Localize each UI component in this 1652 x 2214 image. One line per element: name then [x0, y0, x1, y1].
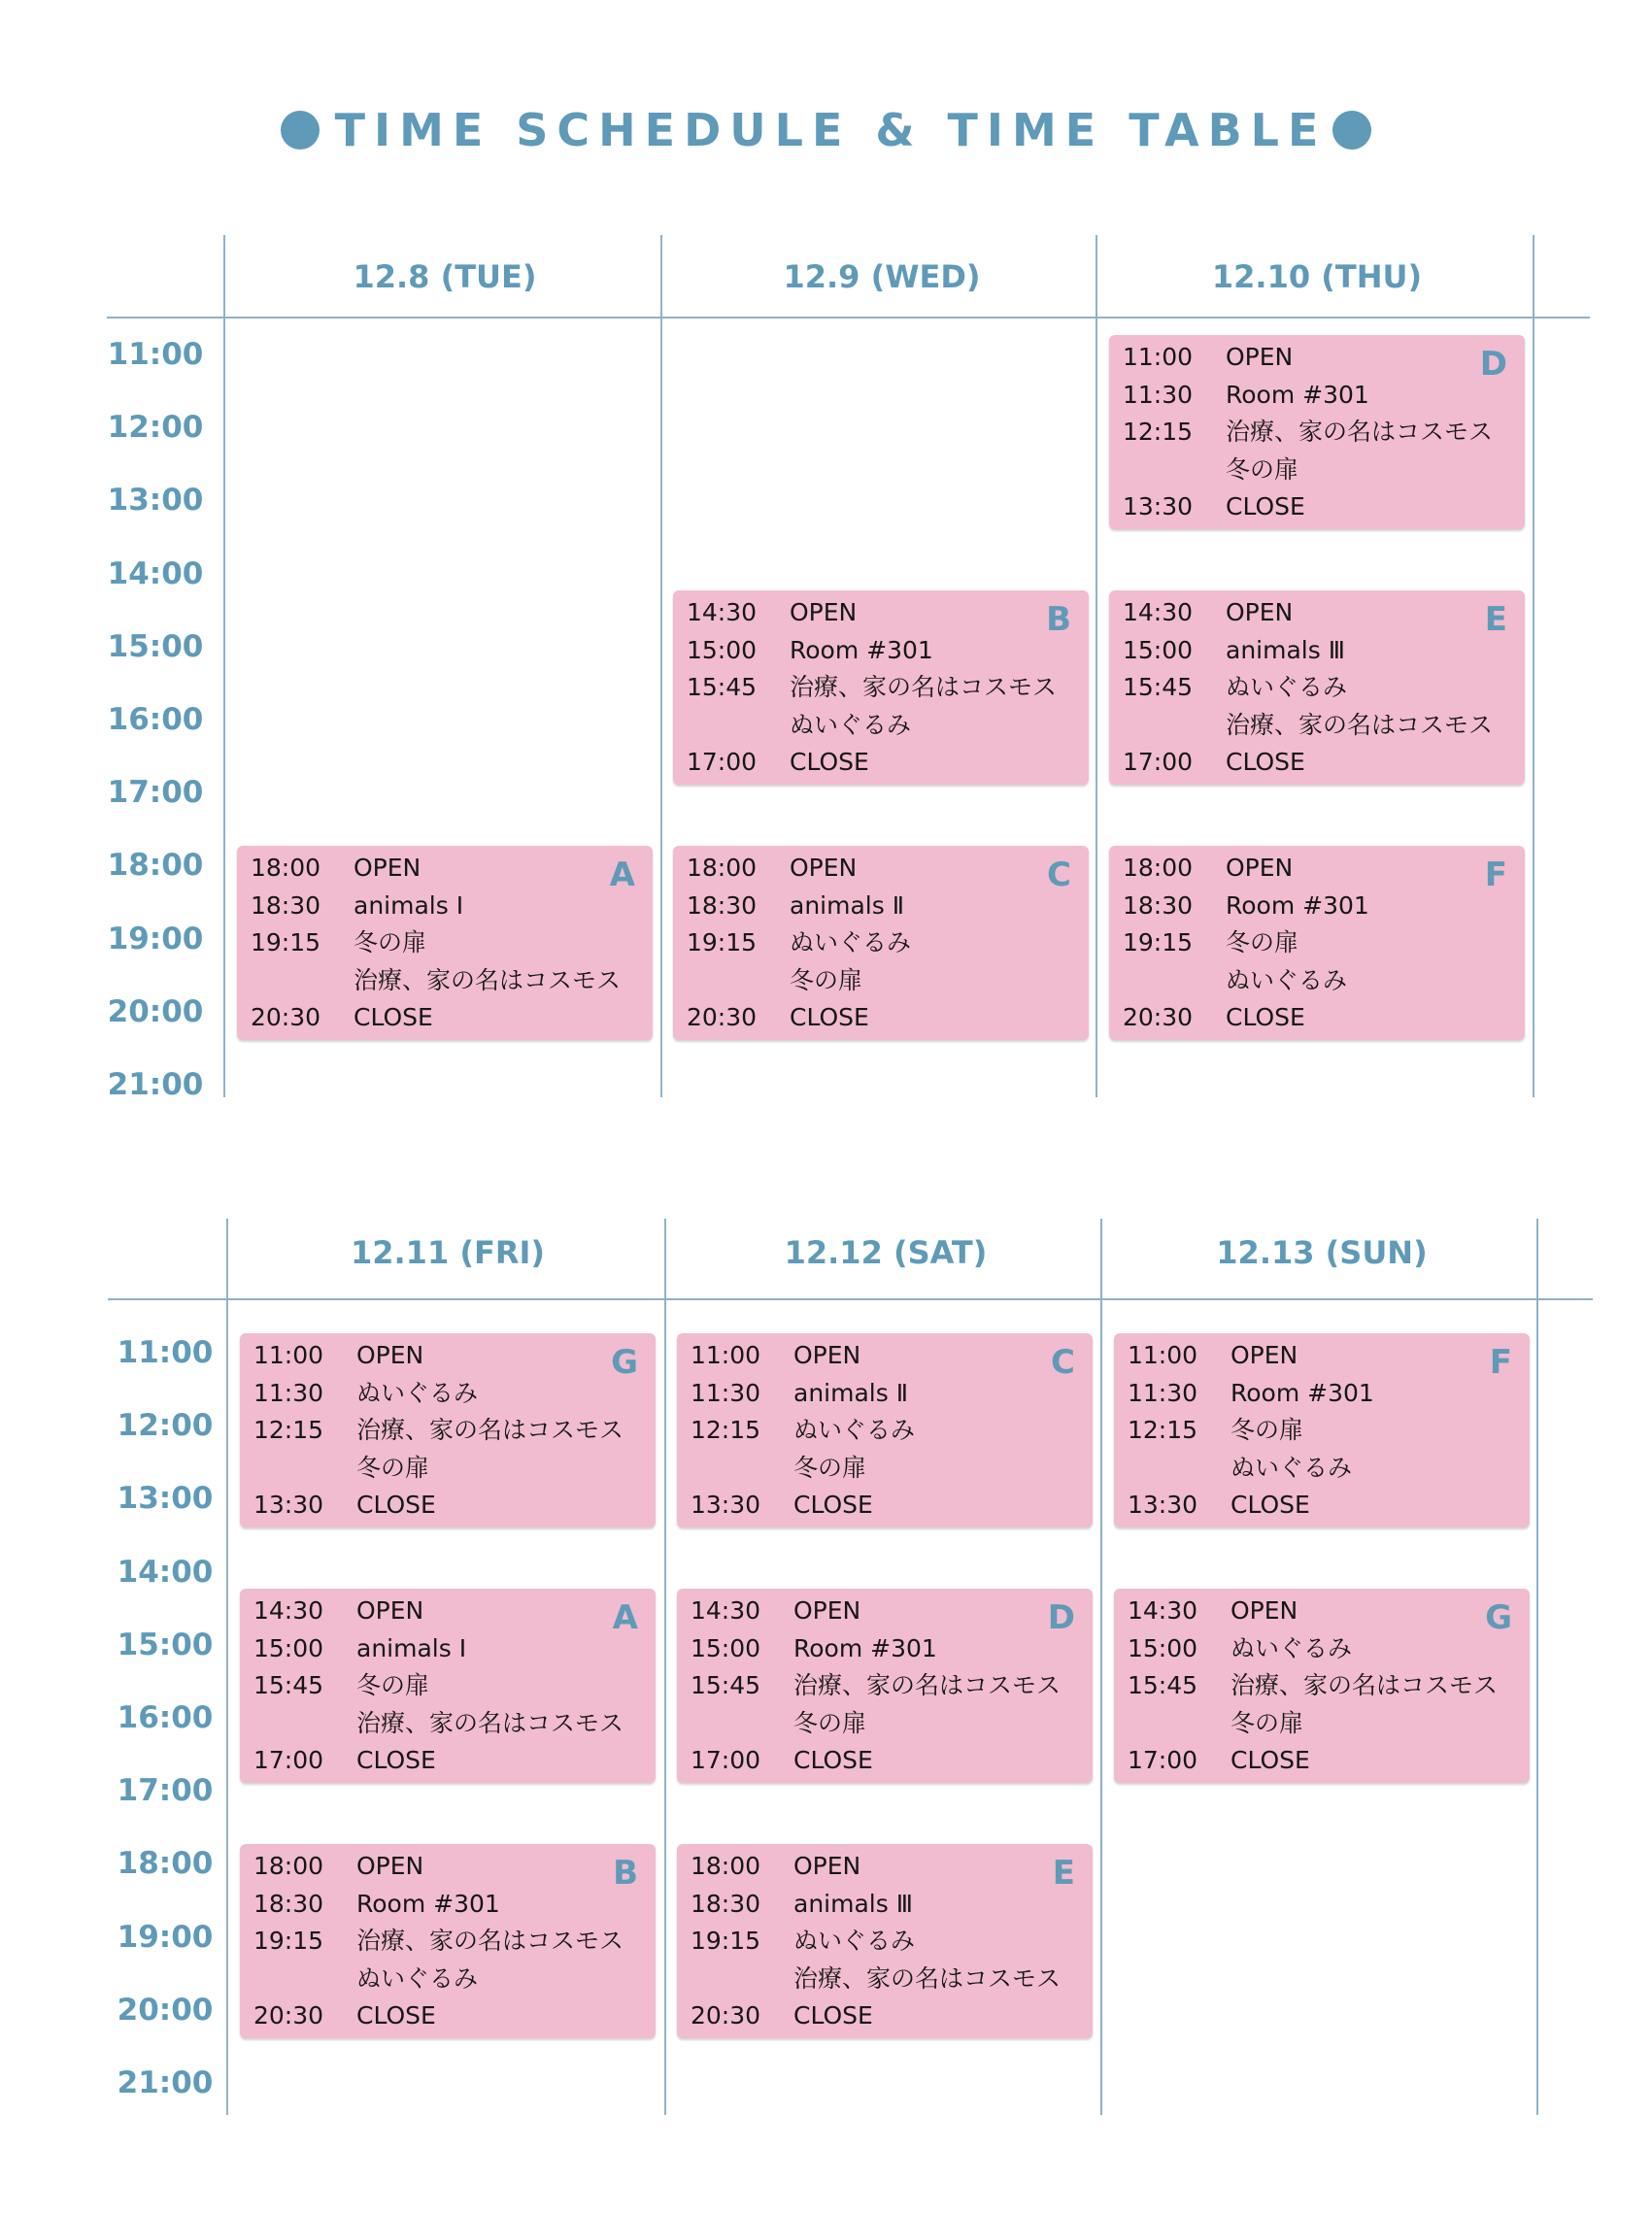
hour-label: 16:00 — [117, 1700, 214, 1735]
session-label: animals Ⅲ — [1226, 635, 1345, 664]
session-row — [673, 850, 1089, 888]
session-label: OPEN — [793, 1852, 861, 1881]
session-time: 20:30 — [691, 2001, 761, 2030]
session-time: 18:30 — [1123, 890, 1194, 920]
session-row — [1109, 594, 1525, 632]
hour-label: 17:00 — [117, 1773, 214, 1809]
session-row — [673, 888, 1089, 925]
session-time: 12:15 — [253, 1416, 324, 1444]
session-letter: G — [1485, 1598, 1512, 1638]
session-row — [677, 1886, 1093, 1924]
session-row — [673, 707, 1089, 745]
session-row — [677, 1997, 1093, 2035]
session-time: 11:00 — [253, 1341, 324, 1369]
session-row — [240, 1997, 656, 2035]
session-letter: B — [613, 1854, 638, 1894]
session-row — [1109, 744, 1525, 782]
session-label: 冬の扉 — [356, 1453, 430, 1482]
column-divider — [664, 1219, 666, 2115]
hour-label: 16:00 — [107, 702, 204, 737]
header-divider — [108, 1298, 1593, 1300]
session-label: CLOSE — [793, 1746, 873, 1775]
session-label: animals Ⅰ — [354, 890, 464, 920]
day-header: 12.8 (TUE) — [353, 258, 537, 295]
session-time: 18:30 — [691, 1889, 761, 1918]
session-row — [240, 1705, 656, 1743]
session-row — [1114, 1742, 1530, 1780]
session-letter: C — [1051, 1343, 1075, 1382]
session-row — [240, 1412, 656, 1450]
session-card[interactable] — [677, 1589, 1093, 1783]
session-row — [240, 1667, 656, 1705]
session-label: CLOSE — [354, 1003, 433, 1032]
session-time: 12:15 — [1128, 1416, 1198, 1444]
page-title — [0, 101, 1652, 159]
session-time: 11:30 — [1123, 380, 1194, 409]
session-row — [1114, 1487, 1530, 1525]
session-row — [240, 1886, 656, 1924]
title-dot-right-icon — [1332, 111, 1371, 150]
session-time: 13:30 — [691, 1491, 761, 1519]
session-row — [1114, 1337, 1530, 1375]
hour-label: 19:00 — [117, 1919, 214, 1955]
session-row — [677, 1375, 1093, 1413]
session-time: 19:15 — [251, 928, 321, 957]
session-card[interactable] — [1109, 335, 1525, 529]
session-label: OPEN — [793, 1596, 861, 1626]
hour-label: 12:00 — [117, 1408, 214, 1444]
hour-label: 20:00 — [117, 1992, 214, 2028]
session-time: 15:45 — [253, 1671, 324, 1700]
session-label: CLOSE — [793, 1491, 873, 1519]
session-label: 冬の扉 — [1226, 454, 1299, 484]
session-label: Room #301 — [1226, 890, 1369, 920]
session-letter: C — [1047, 855, 1071, 895]
column-divider — [1096, 235, 1097, 1097]
session-time: 11:00 — [1128, 1341, 1198, 1369]
session-row — [240, 1630, 656, 1668]
session-label: OPEN — [356, 1341, 424, 1369]
session-row — [240, 1923, 656, 1961]
session-label: CLOSE — [1226, 492, 1305, 520]
session-time: 15:45 — [1128, 1671, 1198, 1700]
session-row — [673, 999, 1089, 1037]
session-time: 19:15 — [687, 928, 758, 957]
session-time: 15:00 — [1128, 1633, 1198, 1662]
column-divider — [660, 235, 662, 1097]
session-label: ぬいぐるみ — [1231, 1453, 1353, 1482]
session-label: 治療、家の名はコスモス — [1226, 710, 1494, 739]
session-label: 治療、家の名はコスモス — [1226, 418, 1494, 446]
session-time: 17:00 — [1128, 1746, 1198, 1775]
column-divider — [226, 1219, 228, 2115]
session-label: OPEN — [1231, 1596, 1298, 1626]
session-row — [1109, 414, 1525, 452]
session-label: 治療、家の名はコスモス — [356, 1708, 624, 1737]
session-time: 19:15 — [1123, 928, 1194, 957]
session-row — [677, 1450, 1093, 1488]
session-row — [673, 669, 1089, 707]
session-time: 18:00 — [1123, 854, 1194, 883]
session-time: 18:30 — [687, 890, 758, 920]
hour-label: 11:00 — [117, 1335, 214, 1370]
session-time: 14:30 — [687, 598, 758, 627]
session-row — [677, 1593, 1093, 1630]
session-time: 13:30 — [253, 1491, 324, 1519]
session-label: ぬいぐるみ — [1226, 965, 1348, 994]
hour-label: 21:00 — [107, 1067, 204, 1102]
session-card[interactable] — [1114, 1589, 1530, 1783]
session-time: 15:00 — [691, 1633, 761, 1662]
session-time: 13:30 — [1123, 492, 1194, 520]
session-label: CLOSE — [356, 1746, 436, 1775]
session-time: 20:30 — [253, 2001, 324, 2030]
session-time: 15:45 — [1123, 673, 1194, 702]
session-row — [1114, 1450, 1530, 1488]
session-label: CLOSE — [1226, 748, 1305, 777]
session-label: 冬の扉 — [1231, 1708, 1304, 1737]
session-row — [1109, 999, 1525, 1037]
day-header: 12.11 (FRI) — [350, 1234, 545, 1271]
column-divider — [223, 235, 225, 1097]
session-letter: E — [1052, 1854, 1075, 1894]
day-header: 12.10 (THU) — [1211, 258, 1423, 295]
session-time: 17:00 — [687, 748, 758, 777]
session-row — [237, 888, 653, 925]
session-label: ぬいぐるみ — [790, 928, 912, 957]
session-time: 15:00 — [253, 1633, 324, 1662]
session-label: 冬の扉 — [790, 965, 863, 994]
session-label: animals Ⅰ — [356, 1633, 467, 1662]
session-card[interactable] — [240, 1844, 656, 2038]
session-time: 18:00 — [687, 854, 758, 883]
hour-label: 11:00 — [107, 337, 204, 372]
session-row — [1114, 1667, 1530, 1705]
session-label: animals Ⅲ — [793, 1889, 913, 1918]
session-row — [1114, 1412, 1530, 1450]
hour-label: 15:00 — [107, 628, 204, 664]
session-letter: D — [1047, 1598, 1075, 1638]
session-row — [677, 1705, 1093, 1743]
session-row — [1114, 1630, 1530, 1668]
session-label: 冬の扉 — [1231, 1416, 1304, 1444]
session-row — [1114, 1375, 1530, 1413]
session-label: CLOSE — [1231, 1746, 1310, 1775]
column-divider — [1536, 1219, 1538, 2115]
session-label: OPEN — [790, 598, 858, 627]
session-letter: A — [609, 855, 635, 895]
hour-label: 19:00 — [107, 921, 204, 956]
hour-label: 13:00 — [107, 483, 204, 519]
session-card[interactable] — [240, 1589, 656, 1783]
title-text: TIME SCHEDULE & TIME TABLE — [334, 104, 1328, 156]
session-row — [673, 744, 1089, 782]
session-letter: F — [1484, 855, 1507, 895]
session-label: CLOSE — [1231, 1491, 1310, 1519]
session-label: Room #301 — [1231, 1378, 1374, 1407]
session-label: 治療、家の名はコスモス — [793, 1963, 1062, 1993]
session-row — [1109, 488, 1525, 526]
session-time: 11:30 — [691, 1378, 761, 1407]
session-row — [1109, 339, 1525, 377]
hour-label: 18:00 — [107, 848, 204, 884]
session-label: OPEN — [354, 854, 421, 883]
session-label: 治療、家の名はコスモス — [356, 1416, 624, 1444]
session-label: Room #301 — [793, 1633, 937, 1662]
session-letter: G — [611, 1343, 638, 1382]
session-row — [677, 1667, 1093, 1705]
session-time: 12:15 — [1123, 418, 1194, 446]
session-row — [1109, 924, 1525, 962]
day-header: 12.12 (SAT) — [784, 1234, 988, 1271]
session-label: 治療、家の名はコスモス — [356, 1927, 624, 1956]
session-time: 17:00 — [691, 1746, 761, 1775]
session-row — [240, 1487, 656, 1525]
session-row — [237, 999, 653, 1037]
session-label: OPEN — [356, 1852, 424, 1881]
session-row — [677, 1923, 1093, 1961]
session-label: Room #301 — [790, 635, 933, 664]
session-time: 14:30 — [1123, 598, 1194, 627]
session-time: 15:45 — [691, 1671, 761, 1700]
session-row — [237, 924, 653, 962]
session-label: 冬の扉 — [1226, 928, 1299, 957]
session-letter: F — [1489, 1343, 1512, 1382]
session-time: 12:15 — [691, 1416, 761, 1444]
session-time: 15:00 — [1123, 635, 1194, 664]
session-row — [237, 850, 653, 888]
session-label: CLOSE — [790, 1003, 869, 1032]
session-row — [677, 1848, 1093, 1886]
session-time: 14:30 — [1128, 1596, 1198, 1626]
session-label: 治療、家の名はコスモス — [790, 673, 1058, 702]
session-card[interactable] — [1109, 590, 1525, 785]
session-label: OPEN — [1231, 1341, 1298, 1369]
session-label: ぬいぐるみ — [1231, 1633, 1353, 1662]
session-time: 18:00 — [251, 854, 321, 883]
session-letter: E — [1484, 600, 1507, 640]
hour-label: 21:00 — [117, 2065, 214, 2100]
session-label: CLOSE — [790, 748, 869, 777]
session-row — [240, 1742, 656, 1780]
session-card[interactable] — [1109, 846, 1525, 1040]
session-time: 11:30 — [253, 1378, 324, 1407]
session-row — [237, 962, 653, 1000]
session-row — [240, 1848, 656, 1886]
session-label: 治療、家の名はコスモス — [1231, 1671, 1499, 1700]
hour-label: 18:00 — [117, 1846, 214, 1882]
session-time: 14:30 — [691, 1596, 761, 1626]
session-label: OPEN — [356, 1596, 424, 1626]
session-time: 11:00 — [691, 1341, 761, 1369]
session-label: ぬいぐるみ — [790, 710, 912, 739]
hour-label: 15:00 — [117, 1627, 214, 1662]
session-label: ぬいぐるみ — [356, 1378, 479, 1407]
session-label: 治療、家の名はコスモス — [354, 965, 622, 994]
session-label: OPEN — [793, 1341, 861, 1369]
session-row — [240, 1593, 656, 1630]
hour-label: 14:00 — [107, 555, 204, 591]
session-label: CLOSE — [356, 1491, 436, 1519]
session-row — [1109, 850, 1525, 888]
session-time: 17:00 — [1123, 748, 1194, 777]
session-row — [1109, 669, 1525, 707]
session-row — [677, 1487, 1093, 1525]
session-row — [240, 1337, 656, 1375]
session-row — [1109, 888, 1525, 925]
session-letter: D — [1479, 345, 1507, 384]
session-row — [673, 632, 1089, 670]
session-card[interactable] — [677, 1333, 1093, 1527]
session-row — [677, 1337, 1093, 1375]
session-label: ぬいぐるみ — [356, 1963, 479, 1993]
session-card[interactable] — [673, 846, 1089, 1040]
session-row — [673, 924, 1089, 962]
session-label: animals Ⅱ — [793, 1378, 909, 1407]
session-label: Room #301 — [356, 1889, 500, 1918]
session-time: 20:30 — [1123, 1003, 1194, 1032]
session-row — [1109, 377, 1525, 415]
hour-label: 20:00 — [107, 993, 204, 1029]
session-time: 19:15 — [253, 1927, 324, 1956]
session-card[interactable] — [677, 1844, 1093, 2038]
session-row — [1114, 1705, 1530, 1743]
session-letter: B — [1046, 600, 1071, 640]
session-card[interactable] — [1114, 1333, 1530, 1527]
session-time: 11:30 — [1128, 1378, 1198, 1407]
session-label: 冬の扉 — [793, 1708, 867, 1737]
session-label: 冬の扉 — [356, 1671, 430, 1700]
session-label: CLOSE — [1226, 1003, 1305, 1032]
session-time: 15:45 — [687, 673, 758, 702]
session-label: ぬいぐるみ — [793, 1927, 916, 1956]
session-label: ぬいぐるみ — [1226, 673, 1348, 702]
session-time: 11:00 — [1123, 343, 1194, 371]
hour-label: 17:00 — [107, 775, 204, 811]
column-divider — [1533, 235, 1534, 1097]
session-label: Room #301 — [1226, 380, 1369, 409]
session-row — [1114, 1593, 1530, 1630]
session-row — [677, 1742, 1093, 1780]
session-row — [240, 1961, 656, 1998]
day-header: 12.13 (SUN) — [1216, 1234, 1428, 1271]
session-time: 18:30 — [251, 890, 321, 920]
session-card[interactable] — [673, 590, 1089, 785]
session-letter: A — [612, 1598, 638, 1638]
session-time: 20:30 — [687, 1003, 758, 1032]
column-divider — [1100, 1219, 1102, 2115]
session-row — [677, 1961, 1093, 1998]
session-label: animals Ⅱ — [790, 890, 905, 920]
session-label: 治療、家の名はコスモス — [793, 1671, 1062, 1700]
hour-label: 13:00 — [117, 1481, 214, 1517]
hour-label: 12:00 — [107, 410, 204, 446]
session-time: 18:00 — [253, 1852, 324, 1881]
session-label: CLOSE — [793, 2001, 873, 2030]
session-time: 18:30 — [253, 1889, 324, 1918]
session-row — [240, 1375, 656, 1413]
session-time: 14:30 — [253, 1596, 324, 1626]
session-row — [673, 594, 1089, 632]
session-time: 18:00 — [691, 1852, 761, 1881]
session-time: 20:30 — [251, 1003, 321, 1032]
session-row — [1109, 632, 1525, 670]
session-card[interactable] — [240, 1333, 656, 1527]
session-card[interactable] — [237, 846, 653, 1040]
session-time: 19:15 — [691, 1927, 761, 1956]
title-dot-left-icon — [281, 111, 320, 150]
session-row — [240, 1450, 656, 1488]
session-label: CLOSE — [356, 2001, 436, 2030]
session-row — [1109, 962, 1525, 1000]
session-time: 13:30 — [1128, 1491, 1198, 1519]
session-label: OPEN — [1226, 854, 1294, 883]
day-header: 12.9 (WED) — [783, 258, 981, 295]
session-label: OPEN — [1226, 343, 1294, 371]
session-row — [1109, 452, 1525, 489]
session-time: 15:00 — [687, 635, 758, 664]
session-label: OPEN — [790, 854, 858, 883]
header-divider — [107, 317, 1590, 319]
session-row — [673, 962, 1089, 1000]
session-label: 冬の扉 — [354, 928, 427, 957]
session-row — [677, 1412, 1093, 1450]
session-time: 17:00 — [253, 1746, 324, 1775]
hour-label: 14:00 — [117, 1554, 214, 1590]
session-label: 冬の扉 — [793, 1453, 867, 1482]
session-label: ぬいぐるみ — [793, 1416, 916, 1444]
session-row — [1109, 707, 1525, 745]
session-label: OPEN — [1226, 598, 1294, 627]
session-row — [677, 1630, 1093, 1668]
